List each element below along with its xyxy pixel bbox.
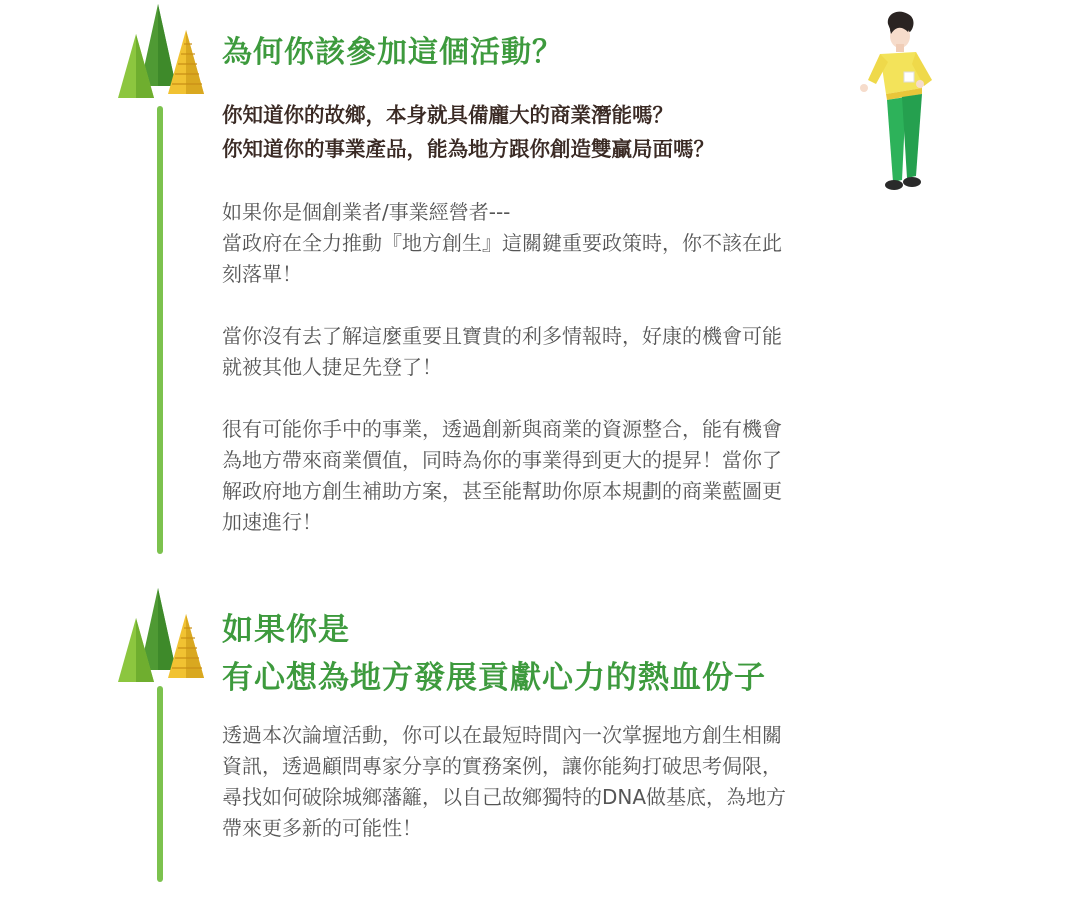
text-line: 當政府在全力推動『地方創生』這關鍵重要政策時，你不該在此 <box>222 231 782 255</box>
if-you-are-section <box>0 588 1079 888</box>
text-line: 資訊，透過顧問專家分享的實務案例，讓你能夠打破思考侷限， <box>222 754 782 778</box>
text-line: 如果你是個創業者/事業經營者--- <box>222 200 511 224</box>
timeline-line <box>157 686 163 882</box>
question-line: 你知道你的故鄉，本身就具備龐大的商業潛能嗎？ <box>222 103 673 127</box>
tree-cluster-icon <box>118 4 208 100</box>
section-heading <box>222 606 766 702</box>
text-line: 當你沒有去了解這麼重要且寶貴的利多情報時，好康的機會可能 <box>222 324 782 348</box>
section-body <box>222 197 932 569</box>
paragraph <box>222 720 932 844</box>
section-body <box>222 720 932 875</box>
text-line: 加速進行！ <box>222 510 322 534</box>
timeline-line <box>157 106 163 554</box>
person-illustration <box>850 10 940 196</box>
text-line: 為地方帶來商業價值，同時為你的事業得到更大的提昇！當你了 <box>222 448 782 472</box>
text-line: 就被其他人捷足先登了！ <box>222 355 442 379</box>
tree-cluster-icon <box>118 588 208 684</box>
heading-line: 如果你是 <box>222 612 350 648</box>
text-line: 尋找如何破除城鄉藩籬，以自己故鄉獨特的DNA做基底，為地方 <box>222 785 787 809</box>
text-line: 帶來更多新的可能性！ <box>222 816 422 840</box>
text-line: 很有可能你手中的事業，透過創新與商業的資源整合，能有機會 <box>222 417 782 441</box>
section-heading: 為何你該參加這個活動？ <box>222 35 563 70</box>
text-line: 透過本次論壇活動，你可以在最短時間內一次掌握地方創生相關 <box>222 723 782 747</box>
text-line: 刻落單！ <box>222 262 302 286</box>
question-line: 你知道你的事業產品，能為地方跟你創造雙贏局面嗎？ <box>222 137 714 161</box>
heading-line: 有心想為地方發展貢獻心力的熱血份子 <box>222 660 766 696</box>
question-subheadings <box>222 98 714 166</box>
paragraph <box>222 197 932 290</box>
paragraph <box>222 414 932 538</box>
text-line: 解政府地方創生補助方案，甚至能幫助你原本規劃的商業藍圖更 <box>222 479 782 503</box>
paragraph <box>222 321 932 383</box>
